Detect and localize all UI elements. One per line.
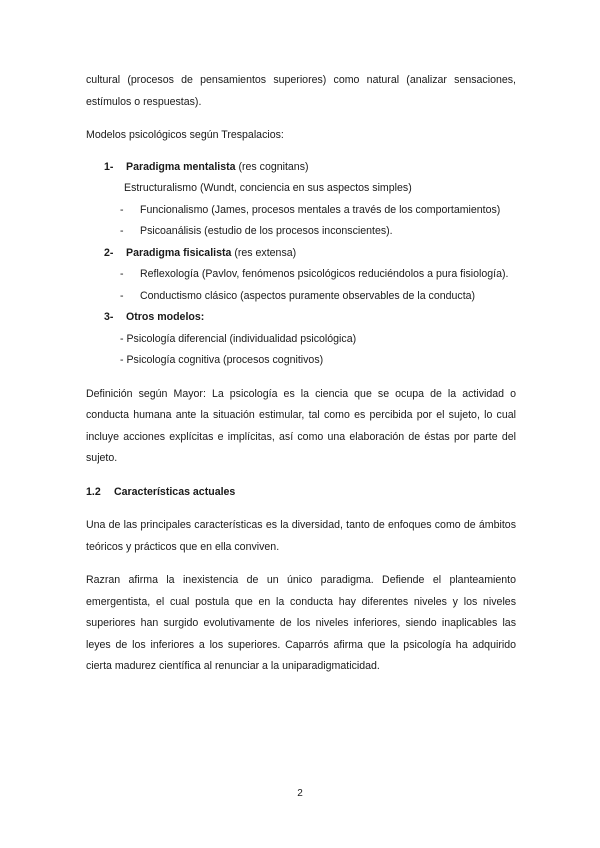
model-note: (res cognitans) xyxy=(235,160,309,173)
section-number: 1.2 xyxy=(86,485,101,498)
razran-paragraph: Razran afirma la inexistencia de un único paradigma. Defiende el planteamiento emergentista, el cual postula que en la conducta hay diferentes niveles y los niveles superiores han surgido evolutivamente de los niveles inferiores, siendo inaplicables las leyes de los inferiores a los superiores. Caparrós afirma que la psicología ha adquirido cierta madurez científica al renunciar a la uniparadigmaticidad. xyxy=(86,574,516,672)
models-list xyxy=(86,157,516,372)
subitem-text: Reflexología (Pavlov, fenómenos psicológicos reduciéndolos a pura fisiología). xyxy=(140,268,509,280)
dash-marker: - xyxy=(120,203,124,216)
model-subitem xyxy=(120,200,516,222)
page-content xyxy=(86,70,516,678)
subitem-text: Conductismo clásico (aspectos puramente observables de la conducta) xyxy=(140,289,476,302)
model-subitem: - Psicología diferencial (individualidad psicológica) xyxy=(120,332,357,345)
model-number: 3- xyxy=(104,311,114,323)
dash-marker: - xyxy=(120,289,124,302)
model-item-3 xyxy=(86,307,516,372)
section-title: Características actuales xyxy=(114,485,236,498)
section-heading xyxy=(86,482,516,504)
model-subitem xyxy=(120,221,516,243)
model-note: (res extensa) xyxy=(231,246,297,259)
subitem-text: Psicoanálisis (estudio de los procesos inconscientes). xyxy=(140,225,393,237)
page-number: 2 xyxy=(297,788,303,799)
definition-paragraph: Definición según Mayor: La psicología es la ciencia que se ocupa de la actividad o conducta humana ante la situación estimular, tal como es percibida por el sujeto, lo cual incluye acciones explícitas e implícitas, así como una elaboración de éstas por parte del sujeto. xyxy=(86,387,516,464)
model-subitem xyxy=(120,264,516,286)
dash-marker: - xyxy=(120,225,124,237)
model-number: 1- xyxy=(104,160,114,173)
dash-marker: - xyxy=(120,268,124,280)
models-intro: Modelos psicológicos según Trespalacios: xyxy=(86,129,284,141)
model-plain-line: Estructuralismo (Wundt, conciencia en sus aspectos simples) xyxy=(124,182,412,194)
subitem-text: Funcionalismo (James, procesos mentales a través de los comportamientos) xyxy=(140,203,501,216)
model-subitem: - Psicología cognitiva (procesos cognitivos) xyxy=(120,354,324,366)
model-item-2 xyxy=(86,243,516,308)
model-title: Otros modelos: xyxy=(126,311,205,323)
model-item-1 xyxy=(86,157,516,243)
model-title: Paradigma mentalista xyxy=(126,160,236,173)
model-subitem xyxy=(120,286,516,308)
diversity-paragraph: Una de las principales características es la diversidad, tanto de enfoques como de ámbitos teóricos y prácticos que en ella conviven. xyxy=(86,519,516,553)
model-number: 2- xyxy=(104,246,114,259)
model-title: Paradigma fisicalista xyxy=(126,246,232,259)
intro-paragraph: cultural (procesos de pensamientos superiores) como natural (analizar sensaciones, estímulos o respuestas). xyxy=(86,74,516,108)
